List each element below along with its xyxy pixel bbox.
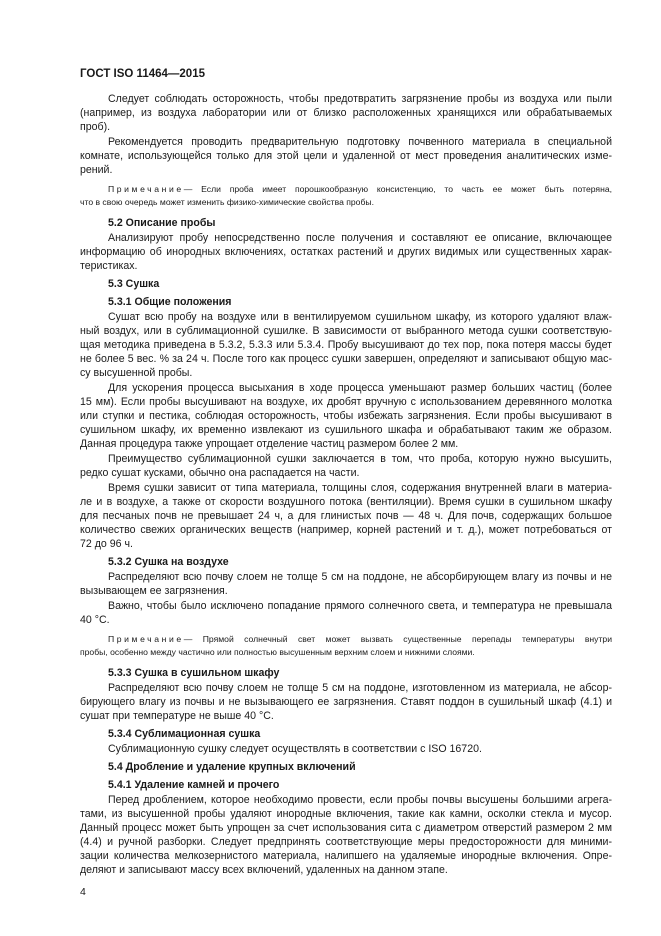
note-label: Примечание [108, 634, 184, 644]
text-line: Анализируют пробу непосредственно после получения и составляют ее описание, включающее [108, 232, 612, 244]
text-line: 5.3 Сушка [108, 278, 160, 290]
text-line: 5.3.4 Сублимационная сушка [108, 728, 261, 740]
text-line: Данная процедура также упрощает отделение частиц размером более 2 мм. [80, 438, 459, 450]
text-line: 5.3.1 Общие положения [108, 296, 232, 308]
text-line: не более 5 вес. % за 24 ч. После того как процесс сушки завершен, определяют и записывают общую мас- [80, 353, 612, 365]
section-heading [80, 760, 612, 774]
paragraph [80, 742, 612, 756]
text-line: 5.4.1 Удаление камней и прочего [108, 779, 280, 791]
text-line: 40 °С. [80, 614, 110, 626]
note [80, 183, 612, 209]
section-heading [80, 295, 612, 309]
text-line: щая методика приведена в 5.3.2, 5.3.3 или 5.3.4. Пробу высушивают до тех пор, пока потеря массы будет [80, 339, 612, 351]
text-line: ный воздух, или в сублимационной сушилке. В зависимости от выбранного метода сушки соответствую- [80, 325, 612, 337]
text-line: (4.4) и ручной разборки. Следует предпринять соответствующие меры предосторожности для миними- [80, 836, 612, 848]
text-line: Данный процесс может быть упрощен за счет использования сита с диаметром отверстий размером 2 мм [80, 822, 612, 834]
text-line [80, 633, 612, 646]
text-line: 5.3.3 Сушка в сушильном шкафу [108, 667, 280, 679]
text-line: 5.2 Описание пробы [108, 217, 216, 229]
note-text: — Если проба имеет порошкообразную консистенцию, то часть ее может быть потеряна, [183, 184, 612, 194]
text-line: редко сушат кусками, обычно она распадается на части. [80, 467, 360, 479]
text-line: проб). [80, 121, 111, 133]
text-line: количество свежих органических веществ (например, корней растений и т. д.), может потребоваться от [80, 524, 612, 536]
section-heading [80, 666, 612, 680]
paragraph [80, 681, 612, 723]
text-line: рений. [80, 164, 113, 176]
page-number: 4 [80, 886, 86, 898]
text-line: или ступки и пестика, соблюдая осторожность, чтобы избежать загрязнения. Если пробы высушивают в [80, 410, 612, 422]
text-line: Для ускорения процесса высыхания в ходе процесса уменьшают размер больших частиц (более [108, 382, 612, 394]
text-line: тами, из высушенной пробы удаляют инородные включения, такие как камни, осколки стекла и мусор. [80, 808, 612, 820]
text-line: Перед дроблением, которое необходимо провести, если пробы почвы высушены большими агрега- [108, 794, 612, 806]
text-line: Преимущество сублимационной сушки заключается в том, что проба, которую нужно высушить, [108, 453, 612, 465]
paragraph [80, 231, 612, 273]
text-line: что в свою очередь может изменить физико-химические свойства пробы. [80, 197, 374, 207]
text-line: сушат при температуре не выше 40 °С. [80, 710, 274, 722]
note-text: — Прямой солнечный свет может вызвать существенные перепады температуры внутри [183, 634, 612, 644]
text-line: Следует соблюдать осторожность, чтобы предотвратить загрязнение пробы из воздуха или пыли [108, 93, 612, 105]
text-line: (например, из воздуха лаборатории или от близко расположенных хранящихся или обрабатываемых [80, 107, 612, 119]
text-line: теристиках. [80, 260, 138, 272]
paragraph [80, 135, 612, 177]
text-line: информацию об инородных включениях, остатках растений и других видимых или существенных харак- [80, 246, 612, 258]
document-body [80, 92, 612, 877]
text-line: Распределяют всю почву слоем не толще 5 см на поддоне, изготовленном из материала, не абсор- [108, 682, 612, 694]
document-header: ГОСТ ISO 11464—2015 [80, 68, 205, 80]
text-line: деляют и записывают массу всех включений, удаленных на данном этапе. [80, 864, 448, 876]
text-line: Важно, чтобы было исключено попадание прямого солнечного света, и температура не превышала [108, 600, 612, 612]
section-heading [80, 216, 612, 230]
paragraph [80, 793, 612, 877]
text-line: ле и в воздухе, а также от скорости воздушного потока (вентиляции). Время сушки в сушильном шкафу [80, 496, 612, 508]
section-heading [80, 727, 612, 741]
text-line: 5.4 Дробление и удаление крупных включений [108, 761, 356, 773]
text-line: пробы, особенно между частично или полностью высушенным верхним слоем и нижними слоями. [80, 647, 475, 657]
text-line: для песчаных почв не превышает 24 ч, а для глинистых почв — 48 ч. Для почв, содержащих большое [80, 510, 612, 522]
text-line: Распределяют всю почву слоем не толще 5 см на поддоне, не абсорбирующем влагу из почвы и не [108, 571, 612, 583]
text-line: зации количества мелкозернистого материала, налипшего на удаляемые инородные включения. Опре- [80, 850, 612, 862]
paragraph [80, 570, 612, 598]
text-line: комнате, использующейся только для этой цели и удаленной от мест проведения аналитических изме- [80, 150, 612, 162]
document-page [80, 68, 612, 877]
text-line: Сушат всю пробу на воздухе или в вентилируемом сушильном шкафу, из которого удаляют влаж- [108, 311, 612, 323]
paragraph [80, 599, 612, 627]
paragraph [80, 92, 612, 134]
paragraph [80, 481, 612, 551]
text-line: 5.3.2 Сушка на воздухе [108, 556, 229, 568]
text-line: Рекомендуется проводить предварительную подготовку почвенного материала в специальной [108, 136, 612, 148]
text-line: су высушенной пробы. [80, 367, 193, 379]
section-heading [80, 778, 612, 792]
note [80, 633, 612, 659]
note-label: Примечание [108, 184, 184, 194]
section-heading [80, 555, 612, 569]
text-line: сушильном шкафу, их временно извлекают из сушильного шкафа и обрабатывают таким же образом. [80, 424, 612, 436]
text-line: 15 мм). Если пробы высушивают на воздухе, их дробят вручную с использованием деревянного молотка [80, 396, 612, 408]
text-line: Сублимационную сушку следует осуществлять в соответствии с ISO 16720. [108, 743, 482, 755]
section-heading [80, 277, 612, 291]
text-line: бирующего влагу из почвы и не вызывающего ее загрязнения. Ставят поддон в сушильный шкаф (4.1) и [80, 696, 612, 708]
paragraph [80, 381, 612, 451]
text-line: вызывающем ее загрязнения. [80, 585, 228, 597]
text-line: 72 до 96 ч. [80, 538, 133, 550]
text-line [80, 183, 612, 196]
paragraph [80, 310, 612, 380]
text-line: Время сушки зависит от типа материала, толщины слоя, содержания внутренней влаги в материа- [108, 482, 612, 494]
paragraph [80, 452, 612, 480]
